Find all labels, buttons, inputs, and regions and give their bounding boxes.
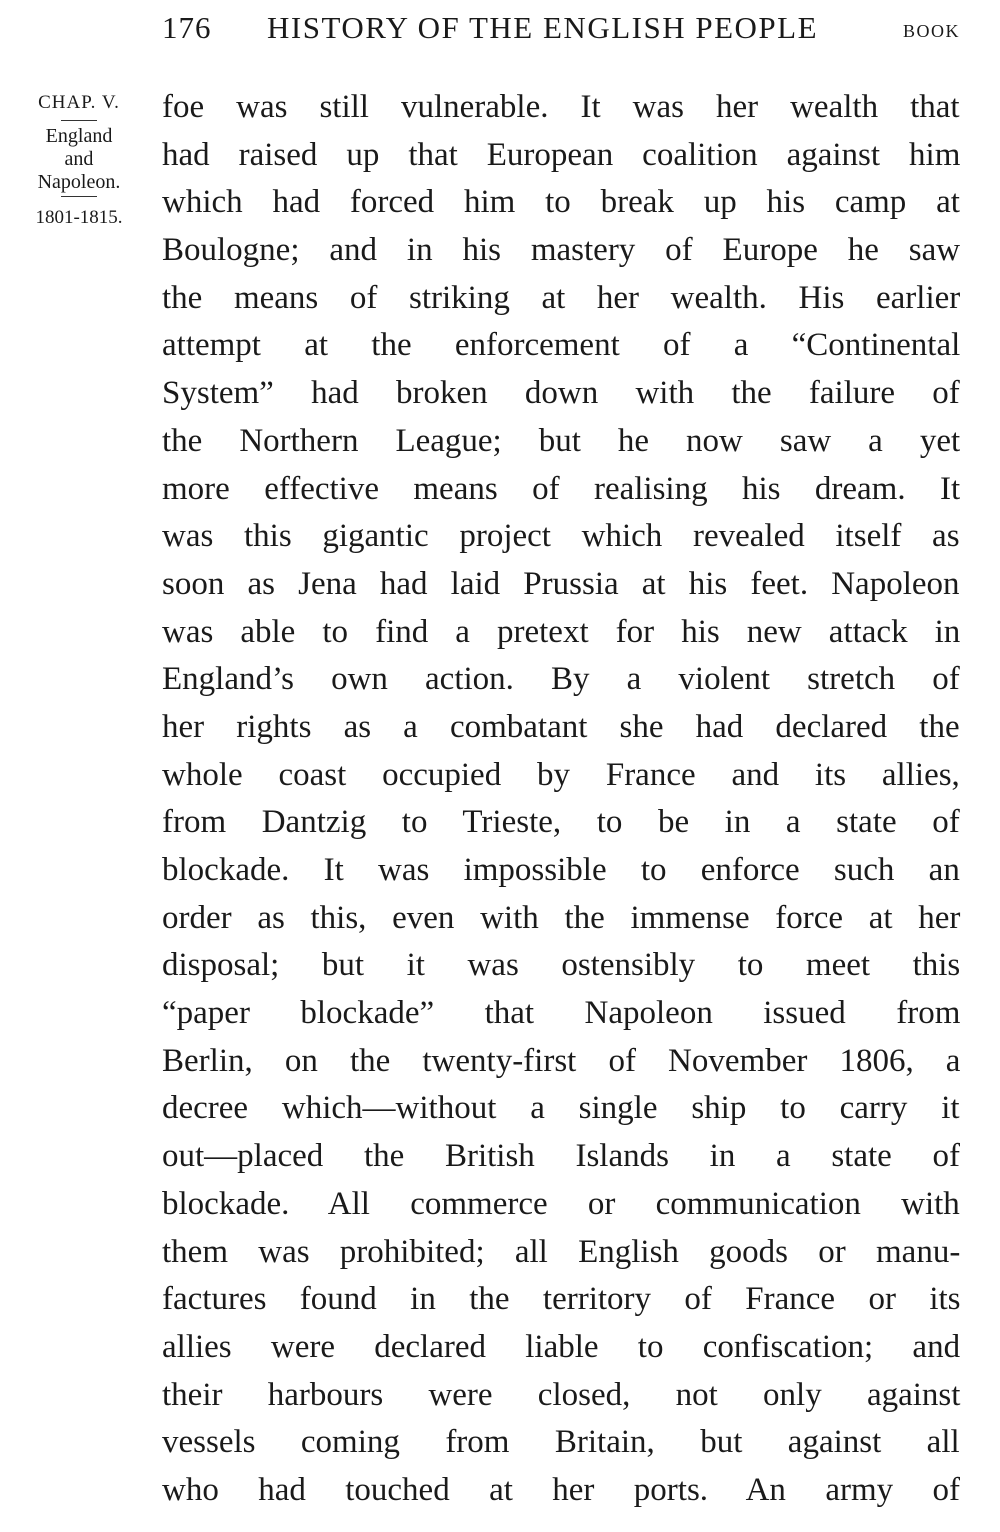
text-line: vessels coming from Britain, but against all xyxy=(162,1424,960,1461)
text-line: Berlin, on the twenty-first of November 1806, a xyxy=(162,1042,961,1079)
margin-chapter: CHAP. V. xyxy=(38,92,120,113)
text-line: was this gigantic project which revealed itself as xyxy=(162,518,960,555)
text-line: more effective means of realising his dream. It xyxy=(162,470,961,507)
text-line: order as this, even with the immense force at her xyxy=(162,899,961,936)
body-text xyxy=(162,84,960,1515)
text-line: out—placed the British Islands in a state of xyxy=(162,1138,960,1175)
text-line: England’s own action. By a violent stretch of xyxy=(162,661,960,698)
text-line: who had touched at her ports. An army of xyxy=(162,1471,960,1508)
running-book-label: BOOK xyxy=(902,21,960,41)
text-line: was able to find a pretext for his new attack in xyxy=(162,613,961,650)
margin-subject-line-2: and xyxy=(64,148,94,170)
margin-rule xyxy=(61,120,97,121)
page-number: 176 xyxy=(162,10,212,45)
text-line: attempt at the enforcement of a “Continental xyxy=(162,327,961,364)
text-line: had raised up that European coalition against him xyxy=(162,136,961,173)
text-line: whole coast occupied by France and its allies, xyxy=(162,756,960,793)
text-line: her rights as a combatant she had declared the xyxy=(162,708,960,745)
text-line: soon as Jena had laid Prussia at his feet. Napoleon xyxy=(162,565,960,602)
running-head xyxy=(162,10,960,50)
text-line: the Northern League; but he now saw a yet xyxy=(162,422,961,459)
text-line: decree which—without a single ship to carry it xyxy=(162,1090,960,1127)
text-line: from Dantzig to Trieste, to be in a state of xyxy=(162,804,960,841)
running-title: HISTORY OF THE ENGLISH PEOPLE xyxy=(267,10,819,45)
text-line: System” had broken down with the failure of xyxy=(162,375,960,412)
text-line: them was prohibited; all English goods or manu- xyxy=(162,1233,961,1270)
text-line: blockade. All commerce or communication with xyxy=(162,1185,960,1222)
text-line: factures found in the territory of France or its xyxy=(162,1281,961,1318)
margin-subject-line-1: England xyxy=(45,125,113,147)
margin-years: 1801-1815. xyxy=(35,207,123,228)
text-line: their harbours were closed, not only against xyxy=(162,1376,961,1413)
margin-subject-line-3: Napoleon. xyxy=(37,171,121,193)
margin-rule xyxy=(61,196,97,197)
text-line: Boulogne; and in his mastery of Europe he saw xyxy=(162,232,961,269)
text-line: allies were declared liable to confiscation; and xyxy=(162,1328,961,1365)
text-line: foe was still vulnerable. It was her wealth that xyxy=(162,89,960,125)
text-line: which had forced him to break up his camp at xyxy=(162,184,960,221)
text-line: the means of striking at her wealth. His earlier xyxy=(162,279,961,316)
text-line: blockade. It was impossible to enforce such an xyxy=(162,852,960,888)
margin-note xyxy=(18,88,140,233)
text-line: disposal; but it was ostensibly to meet this xyxy=(162,947,961,984)
text-line: “paper blockade” that Napoleon issued from xyxy=(162,995,961,1032)
